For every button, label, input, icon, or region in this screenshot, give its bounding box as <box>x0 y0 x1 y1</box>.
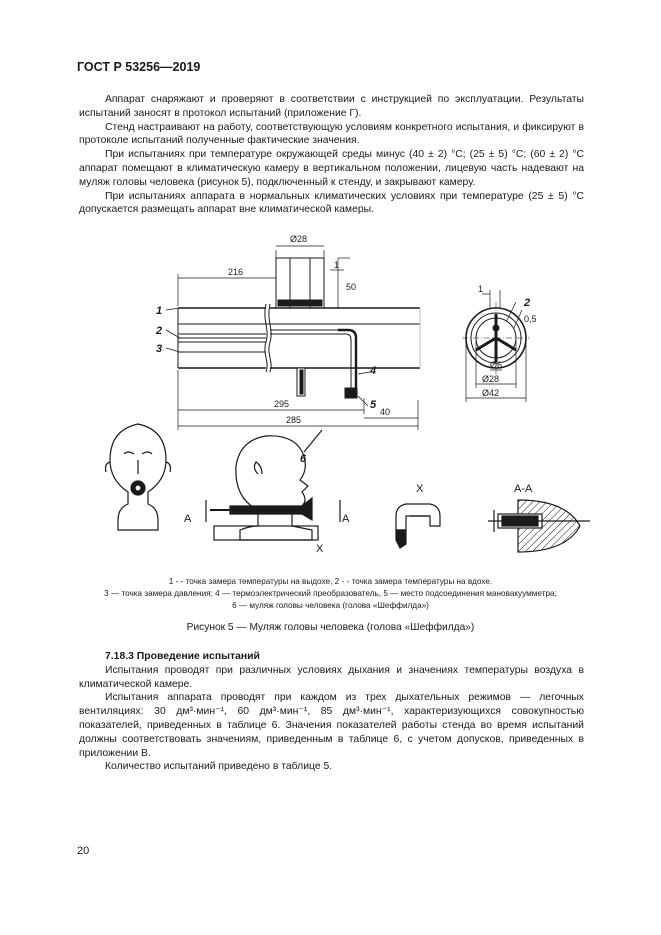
legend-line-2: 3 — точка замера давления; 4 — термоэлектрический преобразователь, 5 — место подсоединения мановакуумметра; <box>104 589 557 598</box>
section-paragraph-3: Количество испытаний приведено в таблице 5. <box>105 761 333 773</box>
page-number: 20 <box>77 845 90 857</box>
dim-216: 216 <box>228 267 244 277</box>
technical-drawing <box>90 230 600 570</box>
paragraph-2: Стенд настраивают на работу, соответствующую условиям конкретного испытания, и фиксируют в протоколе испытаний полученные фактические значения. <box>79 121 584 147</box>
detail-x-view <box>396 504 440 548</box>
view-x-mark: X <box>316 543 324 555</box>
paragraph-4: При испытаниях аппарата в нормальных климатических условиях при температуре (25 ± 5) °С допускается размещать аппарат вне климатической камеры. <box>79 190 584 216</box>
dim-50: 50 <box>346 282 357 292</box>
document-header: ГОСТ Р 53256—2019 <box>77 60 201 74</box>
legend-line-3: 6 — муляж головы человека (голова «Шеффилда») <box>232 601 429 610</box>
section-title: 7.18.3 Проведение испытаний <box>105 651 260 662</box>
dim-end-d42: Ø42 <box>482 388 500 398</box>
callouts-side <box>166 308 370 406</box>
section-aa-view <box>488 500 590 552</box>
callout-end-2: 2 <box>524 297 531 309</box>
view-a-right: А <box>342 513 350 525</box>
section-labels <box>184 483 533 555</box>
paragraph-3: При испытаниях при температуре окружающей среды минус (40 ± 2) °С; (25 ± 5) °С; (60 ± 2) °С аппарат помещают в климатическую камеру в вертикальном положении, лицевую часть надевают на муляж головы человека (рисунок 5), подключенный к стенду, и закрывают камеру. <box>79 149 584 188</box>
callout-2: 2 <box>156 325 163 337</box>
dim-d28-top: Ø28 <box>290 234 308 244</box>
top-text-block <box>79 93 584 217</box>
head-front-view <box>106 424 171 530</box>
figure-5 <box>90 230 600 570</box>
paragraph-1: Аппарат снаряжают и проверяют в соответствии с инструкцией по эксплуатации. Результаты испытаний заносят в протокол испытаний (приложение Г). <box>79 94 584 119</box>
view-a-left: А <box>184 513 192 525</box>
dim-end-05: 0,5 <box>524 314 537 324</box>
callout-5: 5 <box>370 399 377 411</box>
section-aa-label: А-А <box>514 483 533 495</box>
tube-side-view <box>178 258 420 398</box>
dim-end-d6: Ø6 <box>490 360 503 370</box>
legend-line-1: 1 - - точка замера температуры на выдохе, 2 - - точка замера температуры на вдохе. <box>168 577 493 586</box>
figure-caption: Рисунок 5 — Муляж головы человека (голова «Шеффилда») <box>186 622 475 633</box>
head-side-view <box>206 430 340 540</box>
section-paragraph-2: Испытания аппарата проводят при каждом из трех дыхательных режимов — легочных вентиляциях: 30 дм³·мин⁻¹, 60 дм³·мин⁻¹, 85 дм³·мин⁻¹, характеризующихся совокупностью показателей, приведенных в таблице 6. Значения показателей работы стенда во время испытаний должны соответствовать значениям, приведенным в таблице 6, с учетом допусков, приведенных в приложении В. <box>79 692 584 759</box>
dim-1-top: 1 <box>334 260 340 270</box>
dim-end-1: 1 <box>478 284 484 294</box>
callout-1: 1 <box>156 305 163 317</box>
dim-40: 40 <box>380 407 391 417</box>
callout-4: 4 <box>370 365 377 377</box>
figure-legend <box>78 576 583 612</box>
dim-end-d28: Ø28 <box>482 374 500 384</box>
section-paragraph-1: Испытания проводят при различных условиях дыхания и значениях температуры воздуха в климатической камере. <box>79 664 584 690</box>
dim-295: 295 <box>274 399 290 409</box>
section-7-18-3 <box>79 650 584 774</box>
callout-3: 3 <box>156 343 163 355</box>
detail-x-label: X <box>416 483 424 495</box>
callout-6: 6 <box>300 453 307 465</box>
dim-285: 285 <box>286 415 302 425</box>
